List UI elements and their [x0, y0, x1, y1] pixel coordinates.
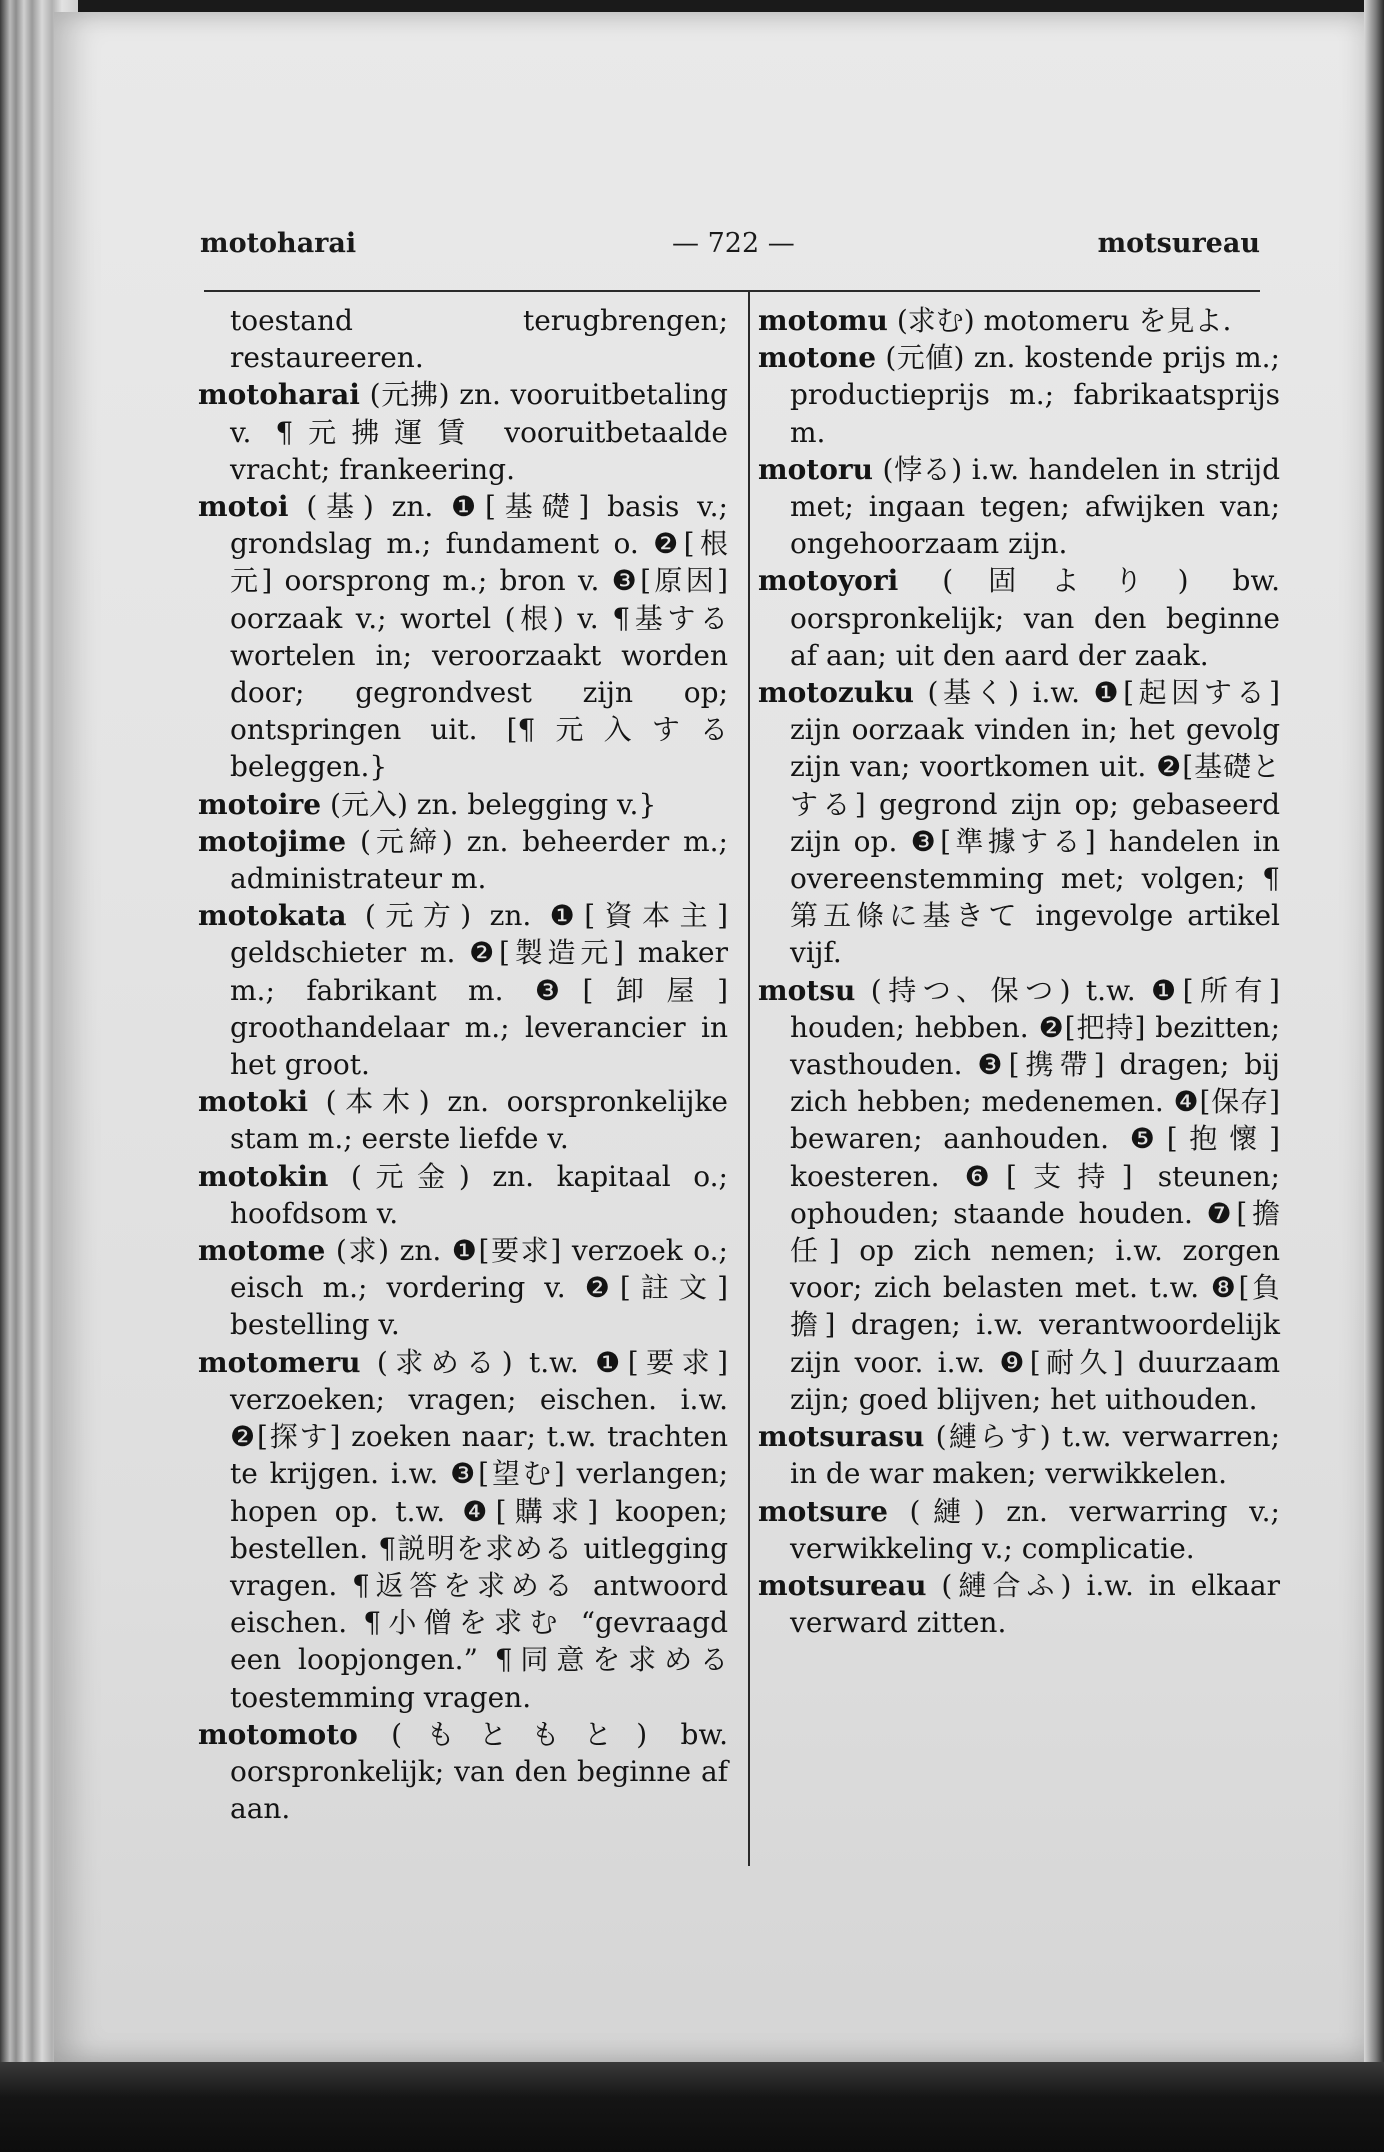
- dictionary-entry: [758, 1567, 1280, 1641]
- dictionary-entry: [198, 302, 728, 376]
- entry-text: (固より) bw. oorspronkelijk; van den beginne af aan; uit den aard der zaak.: [790, 564, 1281, 672]
- entry-text: (求む) motomeru を見よ.: [896, 304, 1232, 337]
- right-column: [758, 302, 1280, 1641]
- dictionary-entry: [198, 1158, 728, 1232]
- page-right-edge: [1364, 0, 1384, 2152]
- dictionary-entry: [758, 674, 1280, 972]
- entry-text: (元締) zn. beheerder m.; administrateur m.: [230, 824, 728, 896]
- entry-headword: motokin: [198, 1159, 329, 1193]
- dictionary-entry: [198, 1083, 728, 1157]
- dictionary-entry: [198, 1344, 728, 1716]
- dictionary-entry: [198, 897, 728, 1083]
- page-number: — 722 —: [672, 228, 795, 259]
- dictionary-entry: [758, 302, 1280, 339]
- entry-headword: motoki: [198, 1085, 308, 1119]
- entry-headword: motomu: [758, 304, 888, 337]
- entry-text: (もともと) bw. oorspronkelijk; van den beginne af aan.: [230, 1717, 729, 1826]
- entry-text: (求) zn. ❶[要求] verzoek o.; eisch m.; vordering v. ❷[註文] bestelling v.: [230, 1234, 728, 1342]
- running-header: [200, 228, 1260, 272]
- entry-headword: motojime: [198, 824, 347, 858]
- left-column: [198, 302, 728, 1827]
- entry-text: (本木) zn. oorspronkelijke stam m.; eerste liefde v.: [230, 1085, 729, 1156]
- entry-headword: motsu: [758, 973, 856, 1007]
- dictionary-entry: [198, 823, 728, 897]
- entry-headword: motozuku: [758, 676, 914, 710]
- entry-text: (基) zn. ❶[基礎] basis v.; grondslag m.; fundament o. ❷[根元] oorsprong m.; bron v. ❸[原因] oorzaak v.; wortel (根) v. ¶基する wortelen in; veroorzaakt worden door; gegrondvest zijn op; ontspringen uit. [¶元入する beleggen.}: [230, 490, 728, 784]
- dictionary-entry: [758, 972, 1280, 1418]
- entry-text: (縺らす) t.w. verwarren; in de war maken; verwikkelen.: [790, 1420, 1281, 1491]
- entry-text: (持つ、保つ) t.w. ❶[所有] houden; hebben. ❷[把持] bezitten; vasthouden. ❸[携帶] dragen; bij zich hebben; medenemen. ❹[保存] bewaren; aanhouden. ❺[抱懷] koesteren. ❻[支持] steunen; ophouden; staande houden. ❼[擔任] op zich nemen; i.w. zorgen voor; zich belasten met. t.w. ❽[負擔] dragen; i.w. verantwoordelijk zijn voor. i.w. ❾[耐久] duurzaam zijn; goed blijven; het uithouden.: [790, 973, 1280, 1416]
- left-guideword: motoharai: [200, 228, 357, 259]
- dictionary-entry: [198, 786, 728, 823]
- entry-headword: motoi: [198, 490, 289, 524]
- entry-headword: motone: [758, 341, 877, 375]
- entry-headword: motoharai: [198, 378, 360, 412]
- dictionary-entry: [198, 1716, 728, 1828]
- dictionary-entry: [198, 488, 728, 786]
- entry-text: (悖る) i.w. handelen in strijd met; ingaan tegen; afwijken van; ongehoorzaam zijn.: [790, 452, 1281, 561]
- entry-text: (元金) zn. kapitaal o.; hoofdsom v.: [230, 1159, 728, 1230]
- entry-headword: motomeru: [198, 1345, 361, 1379]
- entry-text: (求める) t.w. ❶[要求] verzoeken; vragen; eischen. i.w. ❷[探す] zoeken naar; t.w. trachten te krijgen. i.w. ❸[望む] verlangen; hopen op. t.w. ❹[購求] koopen; bestellen. ¶説明を求める uitlegging vragen. ¶返答を求める antwoord eischen. ¶小僧を求む “gevraagd een loopjongen.” ¶同意を求める toestemming vragen.: [230, 1345, 728, 1714]
- column-divider: [748, 292, 750, 1866]
- entry-text: (縺) zn. verwarring v.; verwikkeling v.; complicatie.: [790, 1494, 1280, 1565]
- header-rule: [204, 290, 1260, 292]
- dictionary-entry: [758, 451, 1280, 563]
- entry-headword: motoire: [198, 787, 322, 821]
- entry-headword: motsureau: [758, 1568, 927, 1602]
- entry-headword: motomoto: [198, 1717, 358, 1751]
- entry-headword: motsurasu: [758, 1420, 925, 1454]
- entry-text: (縺合ふ) i.w. in elkaar verward zitten.: [790, 1568, 1281, 1640]
- dictionary-entry: [758, 562, 1280, 674]
- entry-text: (元方) zn. ❶[資本主] geldschieter m. ❷[製造元] maker m.; fabrikant m. ❸[卸屋] groothandelaar m.; leverancier in het groot.: [230, 899, 728, 1082]
- entry-text: (基く) i.w. ❶[起因する] zijn oorzaak vinden in; het gevolg zijn van; voortkomen uit. ❷[基礎とする] gegrond zijn op; gebaseerd zijn op. ❸[準據する] handelen in overeenstemming met; volgen; ¶第五條に基きて ingevolge artikel vijf.: [790, 676, 1280, 970]
- entry-headword: motoyori: [758, 564, 899, 598]
- entry-text: toestand terugbrengen; restaureeren.: [230, 304, 728, 375]
- entry-headword: motsure: [758, 1494, 888, 1528]
- dictionary-entry: [198, 1232, 728, 1344]
- dictionary-entry: [758, 1418, 1280, 1492]
- entry-text: (元拂) zn. vooruitbetaling v. ¶元拂運賃 vooruitbetaalde vracht; frankeering.: [230, 378, 728, 486]
- bottom-shadow: [0, 2062, 1384, 2152]
- right-guideword: motsureau: [1097, 228, 1260, 259]
- entry-headword: motoru: [758, 452, 874, 486]
- entry-headword: motokata: [198, 899, 347, 933]
- entry-text: (元入) zn. belegging v.}: [330, 787, 657, 821]
- entry-text: (元値) zn. kostende prijs m.; productieprijs m.; fabrikaatsprijs m.: [790, 341, 1280, 449]
- dictionary-entry: [758, 1493, 1280, 1567]
- entry-headword: motome: [198, 1234, 326, 1268]
- dictionary-entry: [758, 339, 1280, 451]
- dictionary-entry: [198, 376, 728, 488]
